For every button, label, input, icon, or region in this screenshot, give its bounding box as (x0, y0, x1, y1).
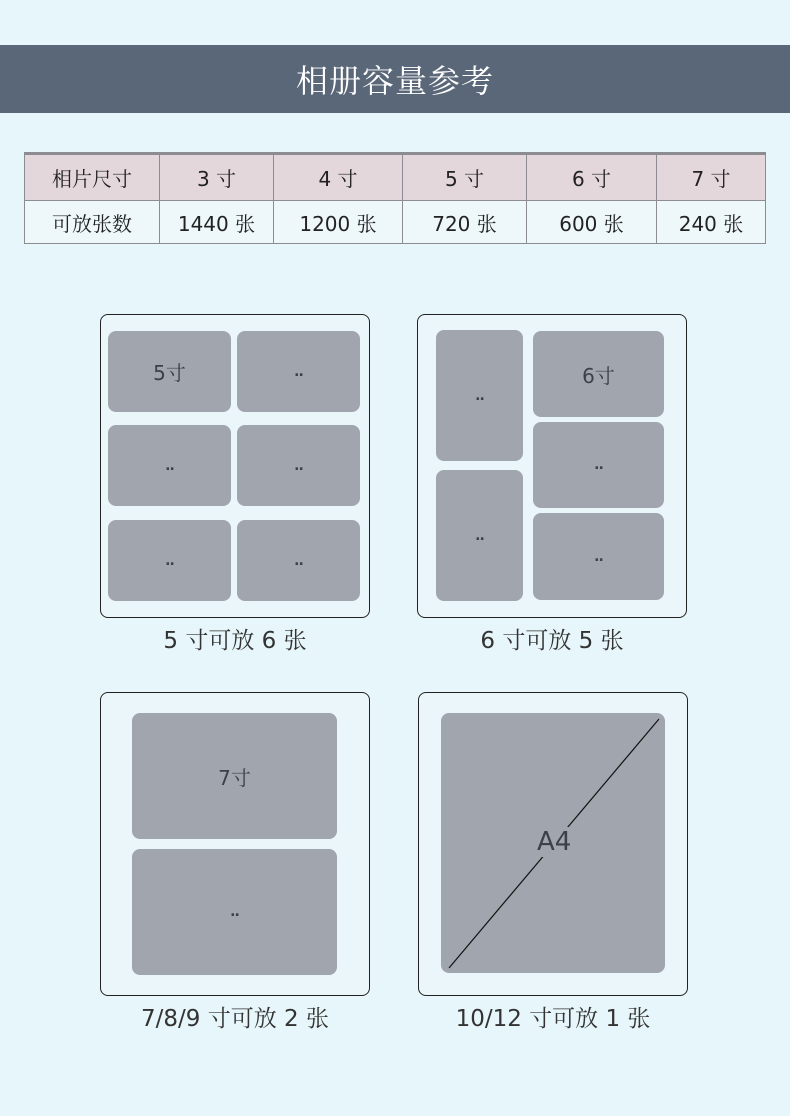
photo-slot-6-5: .. (533, 513, 664, 600)
photo-slot-5-6: .. (237, 520, 360, 601)
row-cell-3: 1440 张 (160, 201, 274, 244)
row-cell-5: 720 张 (403, 201, 527, 244)
table-header-row (25, 154, 766, 201)
header-cell-photo-size: 相片尺寸 (25, 154, 160, 201)
row-cell-6: 600 张 (527, 201, 657, 244)
photo-slot-5-5: .. (108, 520, 231, 601)
photo-slot-a4 (441, 713, 665, 973)
layout-6-inch-caption: 6 寸可放 5 张 (480, 628, 624, 654)
layout-a4-frame (418, 692, 688, 996)
page-title: 相册容量参考 (0, 45, 790, 113)
header-cell-6: 6 寸 (527, 154, 657, 201)
layout-7-inch-caption: 7/8/9 寸可放 2 张 (141, 1006, 329, 1032)
a4-label: A4 (537, 827, 572, 857)
photo-slot-6-1: .. (436, 330, 523, 461)
photo-slot-5-4: .. (237, 425, 360, 506)
layout-6-inch-frame (417, 314, 687, 618)
photo-slot-6-4: .. (533, 422, 664, 508)
layout-5-inch-caption: 5 寸可放 6 张 (163, 628, 307, 654)
capacity-table (24, 152, 766, 244)
photo-slot-5-1: 5寸 (108, 331, 231, 412)
header-cell-7: 7 寸 (657, 154, 766, 201)
layout-7-inch-frame (100, 692, 370, 996)
header-cell-5: 5 寸 (403, 154, 527, 201)
row-cell-7: 240 张 (657, 201, 766, 244)
header-cell-4: 4 寸 (274, 154, 403, 201)
photo-slot-7-1: 7寸 (132, 713, 337, 839)
photo-slot-6-3: 6寸 (533, 331, 664, 417)
photo-slot-6-2: .. (436, 470, 523, 601)
table-row (25, 201, 766, 244)
photo-slot-5-3: .. (108, 425, 231, 506)
photo-slot-7-2: .. (132, 849, 337, 975)
row-cell-capacity-label: 可放张数 (25, 201, 160, 244)
row-cell-4: 1200 张 (274, 201, 403, 244)
layout-5-inch-frame (100, 314, 370, 618)
header-cell-3: 3 寸 (160, 154, 274, 201)
layout-a4-caption: 10/12 寸可放 1 张 (455, 1006, 651, 1032)
photo-slot-5-2: .. (237, 331, 360, 412)
